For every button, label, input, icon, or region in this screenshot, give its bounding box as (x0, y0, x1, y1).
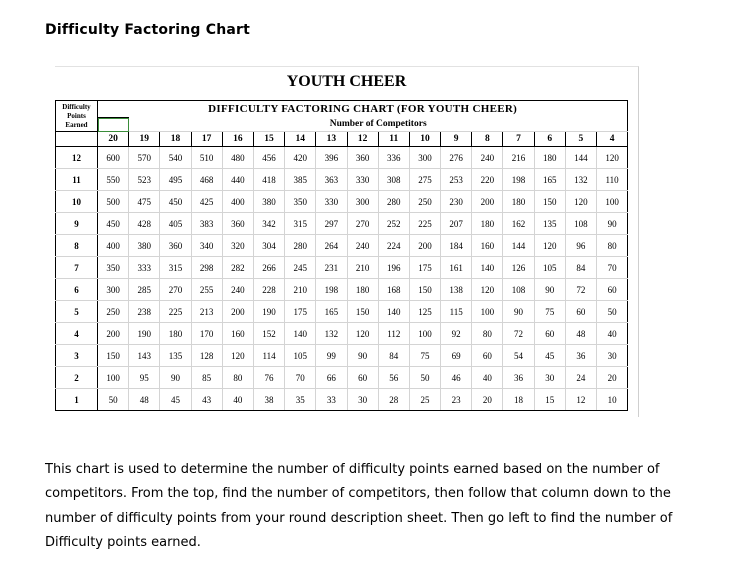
difficulty-points-cell: 1 (56, 389, 98, 411)
value-cell: 36 (503, 367, 534, 389)
value-cell: 252 (378, 213, 409, 235)
competitors-20-header: 20 (98, 132, 129, 147)
value-cell: 140 (378, 301, 409, 323)
value-cell: 428 (129, 213, 160, 235)
value-cell: 276 (441, 147, 472, 169)
value-cell: 180 (160, 323, 191, 345)
competitors-header-row (56, 132, 628, 147)
value-cell: 150 (409, 279, 440, 301)
value-cell: 165 (316, 301, 347, 323)
value-cell: 225 (409, 213, 440, 235)
value-cell: 540 (160, 147, 191, 169)
page-heading: Difficulty Factoring Chart (45, 22, 251, 38)
value-cell: 213 (191, 301, 222, 323)
value-cell: 285 (129, 279, 160, 301)
table-row (56, 235, 628, 257)
value-cell: 216 (503, 147, 534, 169)
table-row (56, 367, 628, 389)
value-cell: 60 (534, 323, 565, 345)
competitors-10-header: 10 (409, 132, 440, 147)
value-cell: 160 (472, 235, 503, 257)
value-cell: 253 (441, 169, 472, 191)
value-cell: 135 (160, 345, 191, 367)
competitors-12-header: 12 (347, 132, 378, 147)
value-cell: 190 (253, 301, 284, 323)
value-cell: 90 (160, 367, 191, 389)
value-cell: 280 (285, 235, 316, 257)
value-cell: 120 (347, 323, 378, 345)
competitors-13-header: 13 (316, 132, 347, 147)
value-cell: 120 (597, 147, 628, 169)
value-cell: 200 (98, 323, 129, 345)
value-cell: 315 (285, 213, 316, 235)
value-cell: 152 (253, 323, 284, 345)
value-cell: 36 (565, 345, 596, 367)
value-cell: 550 (98, 169, 129, 191)
value-cell: 350 (285, 191, 316, 213)
value-cell: 523 (129, 169, 160, 191)
header-row-title (56, 101, 628, 118)
value-cell: 80 (472, 323, 503, 345)
value-cell: 90 (534, 279, 565, 301)
value-cell: 300 (347, 191, 378, 213)
value-cell: 30 (597, 345, 628, 367)
value-cell: 425 (191, 191, 222, 213)
value-cell: 35 (285, 389, 316, 411)
value-cell: 270 (160, 279, 191, 301)
value-cell: 184 (441, 235, 472, 257)
value-cell: 132 (316, 323, 347, 345)
value-cell: 320 (222, 235, 253, 257)
value-cell: 340 (191, 235, 222, 257)
value-cell: 180 (347, 279, 378, 301)
value-cell: 45 (534, 345, 565, 367)
value-cell: 105 (285, 345, 316, 367)
value-cell: 10 (597, 389, 628, 411)
value-cell: 440 (222, 169, 253, 191)
value-cell: 264 (316, 235, 347, 257)
value-cell: 120 (534, 235, 565, 257)
value-cell: 120 (222, 345, 253, 367)
value-cell: 30 (347, 389, 378, 411)
value-cell: 92 (441, 323, 472, 345)
value-cell: 360 (160, 235, 191, 257)
value-cell: 144 (503, 235, 534, 257)
value-cell: 50 (597, 301, 628, 323)
value-cell: 40 (472, 367, 503, 389)
value-cell: 200 (409, 235, 440, 257)
value-cell: 60 (472, 345, 503, 367)
value-cell: 115 (441, 301, 472, 323)
value-cell: 200 (472, 191, 503, 213)
value-cell: 114 (253, 345, 284, 367)
value-cell: 108 (565, 213, 596, 235)
value-cell: 456 (253, 147, 284, 169)
value-cell: 330 (347, 169, 378, 191)
value-cell: 300 (98, 279, 129, 301)
table-row (56, 213, 628, 235)
value-cell: 207 (441, 213, 472, 235)
value-cell: 190 (129, 323, 160, 345)
value-cell: 266 (253, 257, 284, 279)
value-cell: 120 (565, 191, 596, 213)
value-cell: 100 (597, 191, 628, 213)
difficulty-points-cell: 8 (56, 235, 98, 257)
table-row (56, 147, 628, 169)
table-row (56, 191, 628, 213)
value-cell: 45 (160, 389, 191, 411)
value-cell: 105 (534, 257, 565, 279)
value-cell: 342 (253, 213, 284, 235)
value-cell: 28 (378, 389, 409, 411)
value-cell: 450 (98, 213, 129, 235)
competitors-18-header: 18 (160, 132, 191, 147)
value-cell: 84 (565, 257, 596, 279)
difficulty-points-cell: 10 (56, 191, 98, 213)
value-cell: 231 (316, 257, 347, 279)
competitors-8-header: 8 (472, 132, 503, 147)
value-cell: 385 (285, 169, 316, 191)
value-cell: 125 (409, 301, 440, 323)
value-cell: 510 (191, 147, 222, 169)
column-axis-label: Number of Competitors (129, 118, 628, 132)
difficulty-points-cell: 5 (56, 301, 98, 323)
difficulty-points-cell: 2 (56, 367, 98, 389)
value-cell: 162 (503, 213, 534, 235)
competitors-19-header: 19 (129, 132, 160, 147)
value-cell: 90 (347, 345, 378, 367)
value-cell: 200 (222, 301, 253, 323)
competitors-5-header: 5 (565, 132, 596, 147)
value-cell: 304 (253, 235, 284, 257)
value-cell: 135 (534, 213, 565, 235)
competitors-17-header: 17 (191, 132, 222, 147)
competitors-14-header: 14 (285, 132, 316, 147)
value-cell: 300 (409, 147, 440, 169)
value-cell: 363 (316, 169, 347, 191)
value-cell: 40 (597, 323, 628, 345)
competitors-4-header: 4 (597, 132, 628, 147)
value-cell: 165 (534, 169, 565, 191)
value-cell: 18 (503, 389, 534, 411)
table-row (56, 169, 628, 191)
value-cell: 100 (472, 301, 503, 323)
value-cell: 333 (129, 257, 160, 279)
value-cell: 468 (191, 169, 222, 191)
value-cell: 240 (347, 235, 378, 257)
value-cell: 245 (285, 257, 316, 279)
value-cell: 210 (285, 279, 316, 301)
value-cell: 46 (441, 367, 472, 389)
value-cell: 128 (191, 345, 222, 367)
value-cell: 40 (222, 389, 253, 411)
chart-heading: DIFFICULTY FACTORING CHART (FOR YOUTH CHEER) (98, 101, 628, 118)
difficulty-points-cell: 7 (56, 257, 98, 279)
value-cell: 480 (222, 147, 253, 169)
value-cell: 72 (565, 279, 596, 301)
table-row (56, 323, 628, 345)
competitors-6-header: 6 (534, 132, 565, 147)
value-cell: 450 (160, 191, 191, 213)
value-cell: 275 (409, 169, 440, 191)
value-cell: 70 (597, 257, 628, 279)
value-cell: 240 (472, 147, 503, 169)
value-cell: 250 (98, 301, 129, 323)
value-cell: 143 (129, 345, 160, 367)
value-cell: 270 (347, 213, 378, 235)
value-cell: 48 (565, 323, 596, 345)
value-cell: 255 (191, 279, 222, 301)
corner-cell (56, 132, 98, 147)
value-cell: 220 (472, 169, 503, 191)
table-row (56, 389, 628, 411)
value-cell: 80 (597, 235, 628, 257)
value-cell: 50 (409, 367, 440, 389)
value-cell: 230 (441, 191, 472, 213)
competitors-16-header: 16 (222, 132, 253, 147)
value-cell: 100 (98, 367, 129, 389)
value-cell: 180 (503, 191, 534, 213)
value-cell: 475 (129, 191, 160, 213)
value-cell: 140 (472, 257, 503, 279)
value-cell: 48 (129, 389, 160, 411)
value-cell: 418 (253, 169, 284, 191)
competitors-15-header: 15 (253, 132, 284, 147)
value-cell: 280 (378, 191, 409, 213)
value-cell: 170 (191, 323, 222, 345)
value-cell: 168 (378, 279, 409, 301)
value-cell: 96 (565, 235, 596, 257)
value-cell: 250 (409, 191, 440, 213)
value-cell: 315 (160, 257, 191, 279)
value-cell: 50 (98, 389, 129, 411)
value-cell: 112 (378, 323, 409, 345)
value-cell: 90 (597, 213, 628, 235)
value-cell: 84 (378, 345, 409, 367)
value-cell: 38 (253, 389, 284, 411)
value-cell: 69 (441, 345, 472, 367)
value-cell: 224 (378, 235, 409, 257)
value-cell: 24 (565, 367, 596, 389)
difficulty-points-cell: 12 (56, 147, 98, 169)
value-cell: 350 (98, 257, 129, 279)
value-cell: 126 (503, 257, 534, 279)
difficulty-points-cell: 3 (56, 345, 98, 367)
difficulty-points-cell: 11 (56, 169, 98, 191)
value-cell: 570 (129, 147, 160, 169)
value-cell: 161 (441, 257, 472, 279)
value-cell: 228 (253, 279, 284, 301)
value-cell: 180 (534, 147, 565, 169)
value-cell: 160 (222, 323, 253, 345)
table-row (56, 301, 628, 323)
value-cell: 110 (597, 169, 628, 191)
value-cell: 75 (409, 345, 440, 367)
value-cell: 20 (472, 389, 503, 411)
value-cell: 66 (316, 367, 347, 389)
value-cell: 43 (191, 389, 222, 411)
value-cell: 360 (222, 213, 253, 235)
value-cell: 120 (472, 279, 503, 301)
selected-cell[interactable] (98, 118, 129, 132)
competitors-11-header: 11 (378, 132, 409, 147)
difficulty-factoring-table (55, 100, 628, 411)
value-cell: 60 (565, 301, 596, 323)
value-cell: 85 (191, 367, 222, 389)
value-cell: 144 (565, 147, 596, 169)
value-cell: 298 (191, 257, 222, 279)
value-cell: 90 (503, 301, 534, 323)
table-row (56, 257, 628, 279)
value-cell: 138 (441, 279, 472, 301)
value-cell: 308 (378, 169, 409, 191)
value-cell: 198 (503, 169, 534, 191)
difficulty-points-cell: 6 (56, 279, 98, 301)
value-cell: 500 (98, 191, 129, 213)
value-cell: 297 (316, 213, 347, 235)
value-cell: 396 (316, 147, 347, 169)
header-row-subtitle (56, 118, 628, 132)
spreadsheet-image (55, 66, 639, 417)
value-cell: 225 (160, 301, 191, 323)
competitors-9-header: 9 (441, 132, 472, 147)
value-cell: 140 (285, 323, 316, 345)
sheet-title: YOUTH CHEER (286, 73, 407, 90)
value-cell: 380 (129, 235, 160, 257)
value-cell: 196 (378, 257, 409, 279)
value-cell: 15 (534, 389, 565, 411)
value-cell: 132 (565, 169, 596, 191)
value-cell: 23 (441, 389, 472, 411)
value-cell: 99 (316, 345, 347, 367)
value-cell: 210 (347, 257, 378, 279)
value-cell: 380 (253, 191, 284, 213)
value-cell: 240 (222, 279, 253, 301)
instructions-paragraph: This chart is used to determine the number of difficulty points earned based on the number of competitors. From the top, find the number of competitors, then follow that column down to the number of difficulty points from your round description sheet. Then go left to find the number of Difficulty points earned. (45, 462, 673, 550)
value-cell: 108 (503, 279, 534, 301)
value-cell: 600 (98, 147, 129, 169)
value-cell: 150 (98, 345, 129, 367)
value-cell: 30 (534, 367, 565, 389)
competitors-7-header: 7 (503, 132, 534, 147)
value-cell: 180 (472, 213, 503, 235)
value-cell: 360 (347, 147, 378, 169)
value-cell: 150 (534, 191, 565, 213)
value-cell: 150 (347, 301, 378, 323)
value-cell: 198 (316, 279, 347, 301)
value-cell: 60 (597, 279, 628, 301)
value-cell: 238 (129, 301, 160, 323)
value-cell: 282 (222, 257, 253, 279)
value-cell: 400 (222, 191, 253, 213)
value-cell: 175 (409, 257, 440, 279)
value-cell: 100 (409, 323, 440, 345)
value-cell: 420 (285, 147, 316, 169)
value-cell: 56 (378, 367, 409, 389)
value-cell: 330 (316, 191, 347, 213)
value-cell: 70 (285, 367, 316, 389)
difficulty-points-cell: 4 (56, 323, 98, 345)
value-cell: 405 (160, 213, 191, 235)
value-cell: 495 (160, 169, 191, 191)
value-cell: 383 (191, 213, 222, 235)
value-cell: 336 (378, 147, 409, 169)
value-cell: 76 (253, 367, 284, 389)
value-cell: 33 (316, 389, 347, 411)
value-cell: 95 (129, 367, 160, 389)
value-cell: 20 (597, 367, 628, 389)
value-cell: 80 (222, 367, 253, 389)
difficulty-points-cell: 9 (56, 213, 98, 235)
value-cell: 175 (285, 301, 316, 323)
row-axis-label: Difficulty Points Earned (56, 101, 98, 132)
value-cell: 75 (534, 301, 565, 323)
value-cell: 54 (503, 345, 534, 367)
value-cell: 25 (409, 389, 440, 411)
table-row (56, 345, 628, 367)
value-cell: 72 (503, 323, 534, 345)
value-cell: 60 (347, 367, 378, 389)
table-row (56, 279, 628, 301)
value-cell: 12 (565, 389, 596, 411)
value-cell: 400 (98, 235, 129, 257)
